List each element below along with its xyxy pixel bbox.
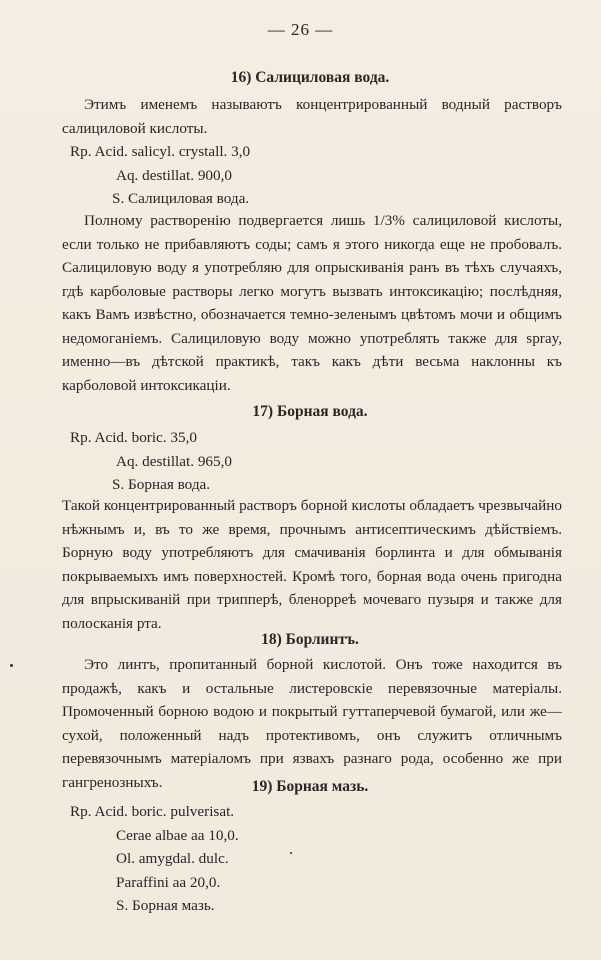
recipe-line: Rp. Acid. boric. pulverisat. (70, 803, 235, 820)
recipe-line: Ol. amygdal. dulc. (116, 850, 229, 867)
section-19-heading: 19) Борная мазь. (251, 778, 369, 795)
section-17-body: Такой концентрированный растворъ борной кислоты обладаетъ чрезвычайно нѣжнымъ и, въ то же время, прочнымъ антисептическимъ дѣйствіемъ. Борную воду употребляютъ для смачиванія борлинта и для обмыванія покрываемыхъ имъ поверхностей. Кромѣ того, борная вода очень пригодна для впрыскиваній при трипперѣ, бленорреѣ мочеваго пузыря и также для полосканія рта. (62, 497, 562, 632)
recipe-line: S. Борная мазь. (116, 897, 215, 914)
page-number: — 26 — (267, 20, 334, 39)
recipe-line: S. Салициловая вода. (112, 190, 250, 207)
section-18-heading: 18) Борлинтъ. (261, 631, 359, 648)
section-17-recipe (62, 426, 562, 497)
recipe-line: Aq. destillat. 965,0 (116, 452, 233, 470)
section-16-heading: 16) Салициловая вода. (230, 69, 390, 86)
recipe-line: Cerae albae aa 10,0. (116, 826, 239, 844)
section-17-heading: 17) Борная вода. (252, 403, 368, 420)
section-16-body: Полному растворенію подвергается лишь 1/3% салициловой кислоты, если только не прибавляютъ соды; самъ я этого никогда еще не пробовалъ. Салициловую воду я употребляю для опрыскиванія ранъ въ тѣхъ случаяхъ, гдѣ карболовые растворы легко могутъ вызвать интоксикацію; послѣдняя, какъ Вамъ извѣстно, обозначается темно-зеленымъ цвѣтомъ мочи и общимъ недомоганіемъ. Салициловую воду можно употреблять также для spray, именно—въ дѣтской практикѣ, такъ какъ дѣти весьма наклонны къ карболовой интоксикаціи. (62, 212, 562, 394)
section-16-recipe (62, 140, 562, 211)
recipe-line: Paraffini aa 20,0. (116, 873, 221, 891)
recipe-line: Rp. Acid. salicyl. crystall. 3,0 (70, 143, 251, 160)
recipe-line: Aq. destillat. 900,0 (116, 166, 233, 184)
recipe-line: Rp. Acid. boric. 35,0 (70, 429, 197, 446)
ink-speck (10, 664, 13, 667)
recipe-line: S. Борная вода. (112, 476, 211, 493)
section-18-body: Это линтъ, пропитанный борной кислотой. Онъ тоже находится въ продажѣ, какъ и остальные листеровскіе перевязочные матеріалы. Промоченный борною водою и покрытый гуттаперчевой бумагой, или же—сухой, положенный надъ протективомъ, онъ служитъ отличнымъ перевязочнымъ матеріаломъ при язвахъ разнаго рода, особенно же при гангренозныхъ. (62, 656, 562, 791)
section-19-recipe (62, 800, 562, 918)
ink-speck (290, 852, 292, 854)
section-16-intro: Этимъ именемъ называютъ концентрированный водный растворъ салициловой кислоты. (62, 96, 562, 137)
